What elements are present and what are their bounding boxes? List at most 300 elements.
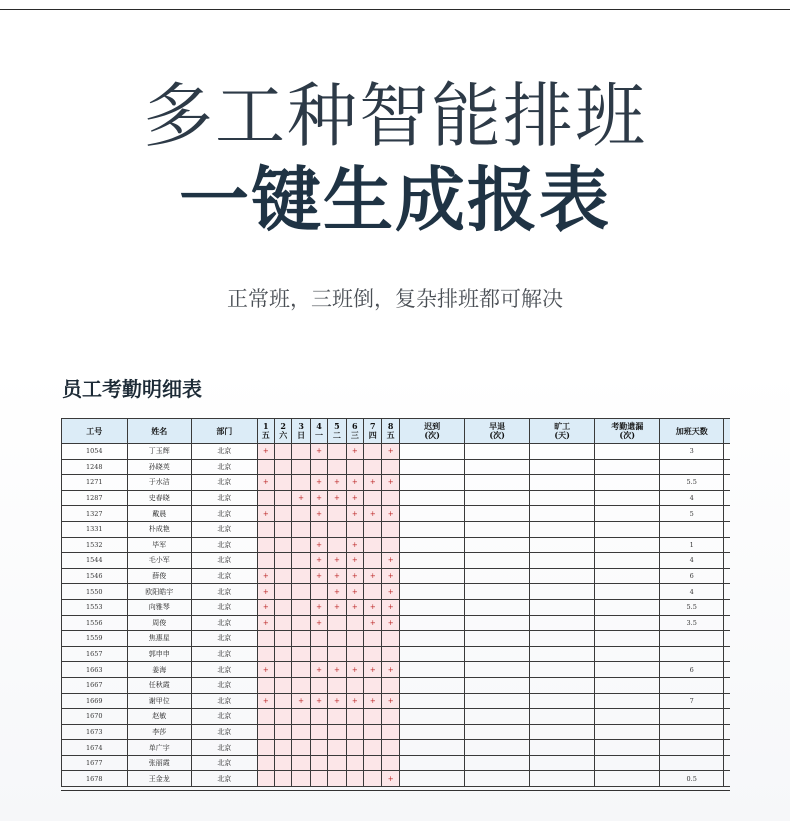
- cell-absent[interactable]: [529, 693, 595, 709]
- cell-day-8[interactable]: [382, 709, 399, 725]
- cell-day-3[interactable]: [292, 444, 310, 460]
- cell-day-1[interactable]: [257, 537, 274, 553]
- cell-day-3[interactable]: [292, 599, 310, 615]
- cell-late[interactable]: [399, 475, 465, 491]
- cell-day-8[interactable]: +: [382, 568, 399, 584]
- cell-employee-id[interactable]: 1553: [62, 599, 128, 615]
- cell-extra[interactable]: [724, 693, 730, 709]
- cell-dept[interactable]: 北京: [192, 506, 258, 522]
- cell-missing[interactable]: [595, 568, 660, 584]
- cell-day-2[interactable]: [274, 599, 291, 615]
- cell-day-1[interactable]: [257, 709, 274, 725]
- cell-day-8[interactable]: +: [382, 693, 399, 709]
- cell-day-8[interactable]: [382, 646, 399, 662]
- cell-day-2[interactable]: [274, 444, 291, 460]
- cell-employee-id[interactable]: 1556: [62, 615, 128, 631]
- cell-day-7[interactable]: [364, 490, 382, 506]
- cell-early[interactable]: [465, 568, 530, 584]
- cell-day-8[interactable]: +: [382, 475, 399, 491]
- cell-employee-id[interactable]: 1550: [62, 584, 128, 600]
- cell-extra[interactable]: [724, 771, 730, 787]
- cell-late[interactable]: [399, 631, 465, 647]
- cell-late[interactable]: [399, 755, 465, 771]
- cell-late[interactable]: [399, 677, 465, 693]
- cell-overtime[interactable]: [659, 646, 724, 662]
- cell-employee-id[interactable]: 1663: [62, 662, 128, 678]
- cell-name[interactable]: 薛俊: [127, 568, 192, 584]
- cell-missing[interactable]: [595, 553, 660, 569]
- cell-late[interactable]: [399, 490, 465, 506]
- cell-overtime[interactable]: [659, 459, 724, 475]
- cell-employee-id[interactable]: 1546: [62, 568, 128, 584]
- cell-extra[interactable]: [724, 677, 730, 693]
- cell-day-1[interactable]: +: [257, 693, 274, 709]
- cell-employee-id[interactable]: 1677: [62, 755, 128, 771]
- cell-day-4[interactable]: +: [310, 599, 327, 615]
- cell-day-1[interactable]: +: [257, 444, 274, 460]
- cell-day-3[interactable]: [292, 537, 310, 553]
- cell-day-5[interactable]: [328, 677, 346, 693]
- cell-day-5[interactable]: [328, 537, 346, 553]
- cell-late[interactable]: [399, 568, 465, 584]
- cell-day-2[interactable]: [274, 459, 291, 475]
- cell-early[interactable]: [465, 709, 530, 725]
- cell-employee-id[interactable]: 1271: [62, 475, 128, 491]
- cell-day-6[interactable]: +: [346, 568, 363, 584]
- cell-day-1[interactable]: +: [257, 568, 274, 584]
- cell-extra[interactable]: [724, 584, 730, 600]
- cell-day-8[interactable]: +: [382, 444, 399, 460]
- table-row[interactable]: [62, 506, 731, 522]
- cell-name[interactable]: 毛小军: [127, 553, 192, 569]
- cell-day-1[interactable]: +: [257, 475, 274, 491]
- cell-day-8[interactable]: [382, 631, 399, 647]
- cell-extra[interactable]: [724, 568, 730, 584]
- cell-day-4[interactable]: +: [310, 693, 327, 709]
- cell-day-7[interactable]: +: [364, 475, 382, 491]
- cell-day-2[interactable]: [274, 662, 291, 678]
- cell-dept[interactable]: 北京: [192, 615, 258, 631]
- cell-day-6[interactable]: +: [346, 506, 363, 522]
- cell-missing[interactable]: [595, 521, 660, 537]
- cell-day-1[interactable]: +: [257, 506, 274, 522]
- cell-day-1[interactable]: +: [257, 584, 274, 600]
- cell-day-3[interactable]: [292, 459, 310, 475]
- cell-overtime[interactable]: 3.5: [659, 615, 724, 631]
- cell-day-6[interactable]: [346, 724, 363, 740]
- table-row[interactable]: [62, 693, 731, 709]
- cell-late[interactable]: [399, 615, 465, 631]
- cell-absent[interactable]: [529, 755, 595, 771]
- cell-name[interactable]: 孙晓英: [127, 459, 192, 475]
- cell-day-8[interactable]: +: [382, 615, 399, 631]
- cell-day-8[interactable]: [382, 521, 399, 537]
- cell-name[interactable]: 赵敏: [127, 709, 192, 725]
- cell-day-3[interactable]: [292, 568, 310, 584]
- cell-day-1[interactable]: [257, 521, 274, 537]
- cell-early[interactable]: [465, 740, 530, 756]
- cell-late[interactable]: [399, 521, 465, 537]
- cell-day-2[interactable]: [274, 755, 291, 771]
- cell-day-8[interactable]: [382, 459, 399, 475]
- cell-dept[interactable]: 北京: [192, 646, 258, 662]
- cell-day-4[interactable]: [310, 755, 327, 771]
- cell-day-6[interactable]: [346, 459, 363, 475]
- cell-day-3[interactable]: [292, 755, 310, 771]
- table-row[interactable]: [62, 631, 731, 647]
- cell-missing[interactable]: [595, 693, 660, 709]
- cell-name[interactable]: 于水洁: [127, 475, 192, 491]
- cell-day-5[interactable]: +: [328, 568, 346, 584]
- cell-overtime[interactable]: [659, 740, 724, 756]
- cell-dept[interactable]: 北京: [192, 771, 258, 787]
- cell-day-6[interactable]: +: [346, 475, 363, 491]
- cell-day-2[interactable]: [274, 521, 291, 537]
- cell-absent[interactable]: [529, 444, 595, 460]
- cell-extra[interactable]: [724, 709, 730, 725]
- cell-day-8[interactable]: +: [382, 599, 399, 615]
- cell-day-3[interactable]: +: [292, 693, 310, 709]
- cell-day-4[interactable]: [310, 740, 327, 756]
- cell-day-4[interactable]: +: [310, 444, 327, 460]
- cell-extra[interactable]: [724, 740, 730, 756]
- cell-day-2[interactable]: [274, 584, 291, 600]
- cell-day-7[interactable]: [364, 724, 382, 740]
- cell-day-7[interactable]: [364, 521, 382, 537]
- cell-name[interactable]: 张丽霞: [127, 755, 192, 771]
- cell-employee-id[interactable]: 1670: [62, 709, 128, 725]
- cell-name[interactable]: 任秋霞: [127, 677, 192, 693]
- cell-dept[interactable]: 北京: [192, 553, 258, 569]
- table-row[interactable]: [62, 459, 731, 475]
- cell-day-5[interactable]: [328, 709, 346, 725]
- cell-day-3[interactable]: [292, 724, 310, 740]
- cell-day-6[interactable]: [346, 646, 363, 662]
- cell-late[interactable]: [399, 444, 465, 460]
- cell-overtime[interactable]: [659, 724, 724, 740]
- cell-day-2[interactable]: [274, 506, 291, 522]
- cell-day-1[interactable]: [257, 677, 274, 693]
- cell-dept[interactable]: 北京: [192, 444, 258, 460]
- cell-absent[interactable]: [529, 771, 595, 787]
- cell-early[interactable]: [465, 506, 530, 522]
- cell-day-7[interactable]: [364, 584, 382, 600]
- table-row[interactable]: [62, 475, 731, 491]
- cell-day-4[interactable]: [310, 584, 327, 600]
- cell-day-1[interactable]: +: [257, 599, 274, 615]
- cell-absent[interactable]: [529, 709, 595, 725]
- cell-day-3[interactable]: [292, 646, 310, 662]
- cell-employee-id[interactable]: 1678: [62, 771, 128, 787]
- cell-day-1[interactable]: [257, 631, 274, 647]
- cell-late[interactable]: [399, 599, 465, 615]
- cell-overtime[interactable]: 0.5: [659, 771, 724, 787]
- cell-absent[interactable]: [529, 521, 595, 537]
- table-row[interactable]: [62, 709, 731, 725]
- cell-day-8[interactable]: [382, 755, 399, 771]
- cell-name[interactable]: 向雅琴: [127, 599, 192, 615]
- cell-day-4[interactable]: +: [310, 490, 327, 506]
- cell-day-4[interactable]: [310, 646, 327, 662]
- cell-employee-id[interactable]: 1331: [62, 521, 128, 537]
- cell-late[interactable]: [399, 693, 465, 709]
- cell-day-8[interactable]: +: [382, 553, 399, 569]
- cell-day-6[interactable]: [346, 755, 363, 771]
- cell-day-6[interactable]: +: [346, 584, 363, 600]
- table-row[interactable]: [62, 490, 731, 506]
- cell-absent[interactable]: [529, 662, 595, 678]
- cell-absent[interactable]: [529, 631, 595, 647]
- cell-dept[interactable]: 北京: [192, 755, 258, 771]
- cell-extra[interactable]: [724, 662, 730, 678]
- cell-late[interactable]: [399, 459, 465, 475]
- cell-day-2[interactable]: [274, 490, 291, 506]
- cell-day-8[interactable]: +: [382, 506, 399, 522]
- cell-late[interactable]: [399, 771, 465, 787]
- cell-day-5[interactable]: +: [328, 662, 346, 678]
- cell-absent[interactable]: [529, 506, 595, 522]
- cell-late[interactable]: [399, 740, 465, 756]
- cell-late[interactable]: [399, 662, 465, 678]
- cell-day-7[interactable]: +: [364, 693, 382, 709]
- cell-day-8[interactable]: [382, 490, 399, 506]
- cell-day-4[interactable]: [310, 771, 327, 787]
- cell-day-7[interactable]: [364, 771, 382, 787]
- cell-day-7[interactable]: +: [364, 662, 382, 678]
- table-row[interactable]: [62, 521, 731, 537]
- cell-day-2[interactable]: [274, 677, 291, 693]
- cell-absent[interactable]: [529, 599, 595, 615]
- cell-day-8[interactable]: [382, 724, 399, 740]
- cell-name[interactable]: 朴成艳: [127, 521, 192, 537]
- cell-employee-id[interactable]: 1248: [62, 459, 128, 475]
- cell-day-1[interactable]: [257, 755, 274, 771]
- cell-day-6[interactable]: +: [346, 553, 363, 569]
- cell-day-4[interactable]: [310, 724, 327, 740]
- cell-day-3[interactable]: [292, 662, 310, 678]
- cell-employee-id[interactable]: 1287: [62, 490, 128, 506]
- cell-extra[interactable]: [724, 646, 730, 662]
- cell-day-4[interactable]: [310, 459, 327, 475]
- cell-absent[interactable]: [529, 537, 595, 553]
- cell-extra[interactable]: [724, 631, 730, 647]
- cell-day-3[interactable]: [292, 631, 310, 647]
- cell-dept[interactable]: 北京: [192, 584, 258, 600]
- cell-day-6[interactable]: [346, 740, 363, 756]
- cell-day-6[interactable]: [346, 521, 363, 537]
- cell-early[interactable]: [465, 475, 530, 491]
- cell-day-4[interactable]: +: [310, 662, 327, 678]
- cell-day-2[interactable]: [274, 537, 291, 553]
- cell-day-8[interactable]: +: [382, 662, 399, 678]
- cell-extra[interactable]: [724, 490, 730, 506]
- cell-day-1[interactable]: [257, 459, 274, 475]
- cell-employee-id[interactable]: 1559: [62, 631, 128, 647]
- cell-extra[interactable]: [724, 475, 730, 491]
- cell-day-7[interactable]: [364, 677, 382, 693]
- cell-day-7[interactable]: [364, 740, 382, 756]
- cell-day-5[interactable]: +: [328, 584, 346, 600]
- cell-day-5[interactable]: +: [328, 693, 346, 709]
- cell-dept[interactable]: 北京: [192, 537, 258, 553]
- cell-overtime[interactable]: 5.5: [659, 475, 724, 491]
- cell-dept[interactable]: 北京: [192, 662, 258, 678]
- cell-overtime[interactable]: 4: [659, 584, 724, 600]
- cell-late[interactable]: [399, 537, 465, 553]
- cell-absent[interactable]: [529, 584, 595, 600]
- cell-overtime[interactable]: 3: [659, 444, 724, 460]
- cell-day-3[interactable]: [292, 553, 310, 569]
- cell-dept[interactable]: 北京: [192, 693, 258, 709]
- cell-name[interactable]: 单广宇: [127, 740, 192, 756]
- table-row[interactable]: [62, 755, 731, 771]
- cell-early[interactable]: [465, 631, 530, 647]
- cell-day-1[interactable]: [257, 553, 274, 569]
- cell-day-7[interactable]: [364, 444, 382, 460]
- cell-employee-id[interactable]: 1673: [62, 724, 128, 740]
- cell-extra[interactable]: [724, 459, 730, 475]
- cell-day-5[interactable]: [328, 755, 346, 771]
- cell-day-4[interactable]: +: [310, 537, 327, 553]
- cell-overtime[interactable]: 6: [659, 662, 724, 678]
- cell-name[interactable]: 丁玉辉: [127, 444, 192, 460]
- cell-dept[interactable]: 北京: [192, 599, 258, 615]
- table-row[interactable]: [62, 646, 731, 662]
- cell-overtime[interactable]: 1: [659, 537, 724, 553]
- table-row[interactable]: [62, 568, 731, 584]
- cell-day-8[interactable]: +: [382, 584, 399, 600]
- cell-name[interactable]: 郭申申: [127, 646, 192, 662]
- cell-extra[interactable]: [724, 537, 730, 553]
- cell-day-6[interactable]: [346, 677, 363, 693]
- cell-day-5[interactable]: [328, 506, 346, 522]
- cell-extra[interactable]: [724, 599, 730, 615]
- cell-missing[interactable]: [595, 537, 660, 553]
- cell-day-1[interactable]: +: [257, 662, 274, 678]
- cell-day-7[interactable]: [364, 709, 382, 725]
- cell-missing[interactable]: [595, 677, 660, 693]
- table-row[interactable]: [62, 537, 731, 553]
- cell-day-6[interactable]: [346, 709, 363, 725]
- cell-overtime[interactable]: [659, 677, 724, 693]
- cell-day-3[interactable]: [292, 740, 310, 756]
- cell-day-1[interactable]: [257, 740, 274, 756]
- cell-absent[interactable]: [529, 568, 595, 584]
- cell-absent[interactable]: [529, 490, 595, 506]
- cell-name[interactable]: 戴晨: [127, 506, 192, 522]
- cell-employee-id[interactable]: 1532: [62, 537, 128, 553]
- cell-early[interactable]: [465, 693, 530, 709]
- cell-overtime[interactable]: 5: [659, 506, 724, 522]
- cell-overtime[interactable]: [659, 709, 724, 725]
- cell-day-2[interactable]: [274, 568, 291, 584]
- cell-name[interactable]: 姜海: [127, 662, 192, 678]
- cell-early[interactable]: [465, 584, 530, 600]
- cell-dept[interactable]: 北京: [192, 724, 258, 740]
- cell-day-5[interactable]: +: [328, 490, 346, 506]
- cell-dept[interactable]: 北京: [192, 475, 258, 491]
- cell-day-5[interactable]: [328, 615, 346, 631]
- cell-late[interactable]: [399, 506, 465, 522]
- cell-day-3[interactable]: [292, 506, 310, 522]
- cell-absent[interactable]: [529, 615, 595, 631]
- cell-day-4[interactable]: +: [310, 553, 327, 569]
- cell-day-4[interactable]: +: [310, 568, 327, 584]
- cell-day-7[interactable]: +: [364, 506, 382, 522]
- cell-day-4[interactable]: [310, 709, 327, 725]
- cell-early[interactable]: [465, 459, 530, 475]
- cell-day-6[interactable]: +: [346, 490, 363, 506]
- cell-day-3[interactable]: [292, 475, 310, 491]
- cell-early[interactable]: [465, 646, 530, 662]
- cell-name[interactable]: 欧阳皓宇: [127, 584, 192, 600]
- cell-day-5[interactable]: [328, 724, 346, 740]
- cell-missing[interactable]: [595, 755, 660, 771]
- cell-extra[interactable]: [724, 724, 730, 740]
- cell-early[interactable]: [465, 724, 530, 740]
- cell-day-8[interactable]: [382, 740, 399, 756]
- cell-dept[interactable]: 北京: [192, 677, 258, 693]
- table-row[interactable]: [62, 771, 731, 787]
- cell-day-1[interactable]: +: [257, 615, 274, 631]
- cell-extra[interactable]: [724, 553, 730, 569]
- cell-dept[interactable]: 北京: [192, 490, 258, 506]
- cell-day-6[interactable]: +: [346, 537, 363, 553]
- cell-day-7[interactable]: [364, 537, 382, 553]
- cell-day-3[interactable]: +: [292, 490, 310, 506]
- cell-early[interactable]: [465, 615, 530, 631]
- cell-day-2[interactable]: [274, 646, 291, 662]
- cell-missing[interactable]: [595, 490, 660, 506]
- cell-day-7[interactable]: +: [364, 615, 382, 631]
- cell-day-7[interactable]: +: [364, 599, 382, 615]
- cell-day-3[interactable]: [292, 584, 310, 600]
- cell-employee-id[interactable]: 1667: [62, 677, 128, 693]
- cell-day-6[interactable]: [346, 631, 363, 647]
- cell-missing[interactable]: [595, 662, 660, 678]
- table-row[interactable]: [62, 677, 731, 693]
- cell-employee-id[interactable]: 1669: [62, 693, 128, 709]
- table-row[interactable]: [62, 724, 731, 740]
- cell-extra[interactable]: [724, 506, 730, 522]
- table-row[interactable]: [62, 615, 731, 631]
- cell-late[interactable]: [399, 553, 465, 569]
- cell-day-5[interactable]: [328, 771, 346, 787]
- cell-absent[interactable]: [529, 740, 595, 756]
- cell-early[interactable]: [465, 755, 530, 771]
- cell-day-7[interactable]: [364, 646, 382, 662]
- cell-day-1[interactable]: [257, 490, 274, 506]
- cell-day-8[interactable]: [382, 677, 399, 693]
- cell-employee-id[interactable]: 1657: [62, 646, 128, 662]
- cell-day-8[interactable]: [382, 537, 399, 553]
- cell-day-4[interactable]: +: [310, 615, 327, 631]
- cell-missing[interactable]: [595, 475, 660, 491]
- cell-day-3[interactable]: [292, 521, 310, 537]
- cell-day-2[interactable]: [274, 724, 291, 740]
- cell-dept[interactable]: 北京: [192, 740, 258, 756]
- cell-day-1[interactable]: [257, 646, 274, 662]
- cell-early[interactable]: [465, 771, 530, 787]
- cell-day-6[interactable]: [346, 615, 363, 631]
- cell-absent[interactable]: [529, 553, 595, 569]
- cell-early[interactable]: [465, 553, 530, 569]
- cell-missing[interactable]: [595, 584, 660, 600]
- cell-missing[interactable]: [595, 709, 660, 725]
- cell-day-6[interactable]: [346, 771, 363, 787]
- cell-day-2[interactable]: [274, 709, 291, 725]
- cell-overtime[interactable]: 6: [659, 568, 724, 584]
